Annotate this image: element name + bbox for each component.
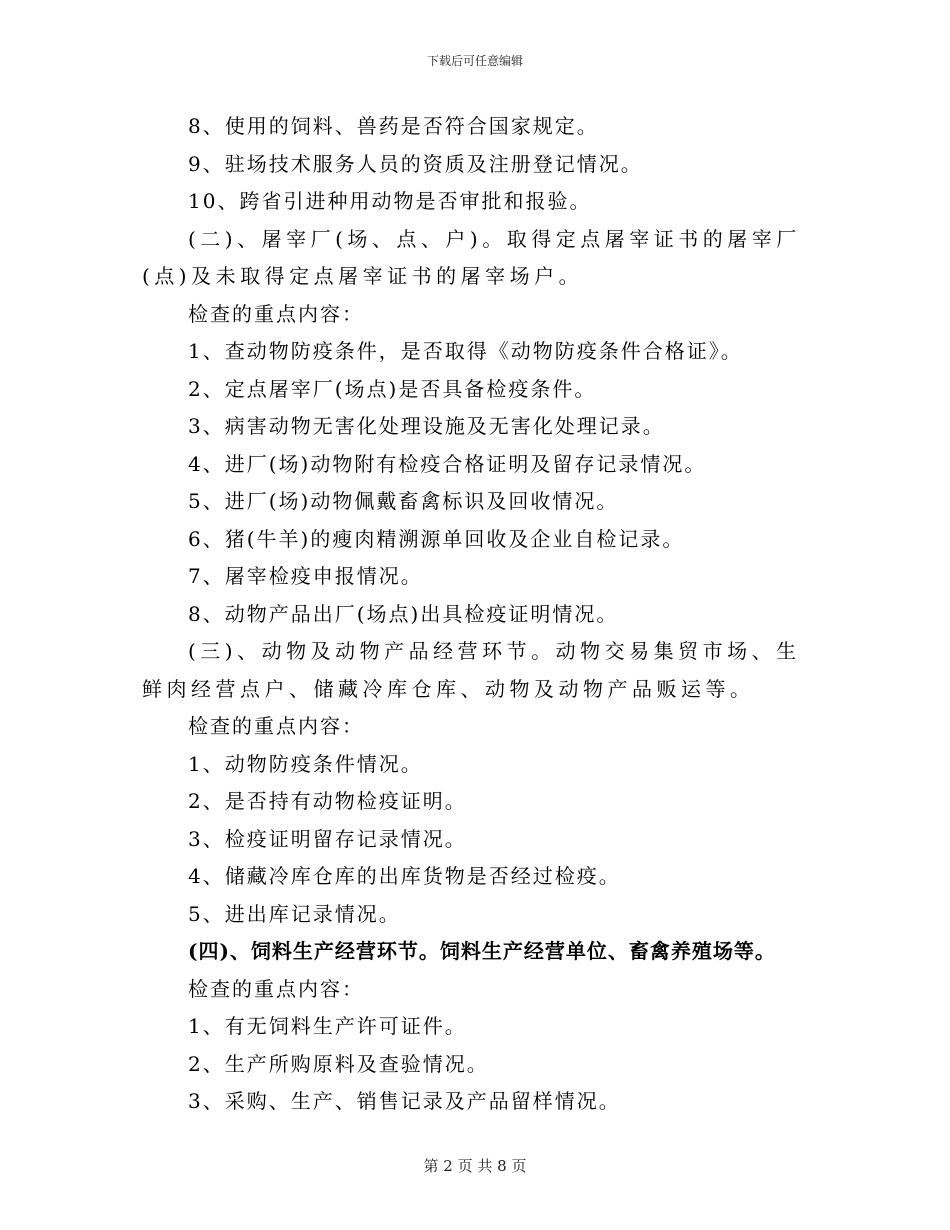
paragraph: 7、屠宰检疫申报情况。: [188, 564, 423, 588]
paragraph: 检查的重点内容：: [188, 976, 364, 1001]
paragraph: 6、猪(牛羊)的瘦肉精溯源单回收及企业自检记录。: [188, 526, 685, 551]
paragraph: 8、使用的饲料、兽药是否符合国家规定。: [188, 114, 599, 138]
paragraph: 1、查动物防疫条件，是否取得《动物防疫条件合格证》。: [188, 339, 743, 363]
paragraph: 检查的重点内容：: [188, 301, 364, 326]
paragraph: 3、病害动物无害化处理设施及无害化处理记录。: [188, 414, 665, 438]
paragraph: 10、跨省引进种用动物是否审批和报验。: [188, 189, 592, 213]
paragraph: 1、动物防疫条件情况。: [188, 751, 423, 776]
paragraph: 5、进出库记录情况。: [188, 901, 401, 926]
paragraph: 2、生产所购原料及查验情况。: [188, 1051, 489, 1076]
paragraph: 3、检疫证明留存记录情况。: [188, 826, 467, 851]
paragraph: 2、是否持有动物检疫证明。: [188, 789, 467, 813]
paragraph: 9、驻场技术服务人员的资质及注册登记情况。: [188, 151, 643, 176]
paragraph: 2、定点屠宰厂(场点)是否具备检疫条件。: [188, 376, 597, 401]
section-heading-2: (二)、屠宰厂(场、点、户)。取得定点屠宰证书的屠宰厂(点)及未取得定点屠宰证书的屠宰场户。: [142, 226, 801, 288]
section-heading-3: (三)、动物及动物产品经营环节。动物交易集贸市场、生鲜肉经营点户、储藏冷库仓库、动物及动物产品贩运等。: [142, 639, 801, 701]
page-footer: 第 2 页 共 8 页: [423, 1157, 527, 1175]
section-heading-4: (四)、饲料生产经营环节。饲料生产经营单位、畜禽养殖场等。: [188, 939, 776, 963]
page-header: 下载后可任意编辑: [426, 54, 523, 68]
paragraph: 1、有无饲料生产许可证件。: [188, 1014, 467, 1038]
paragraph: 3、采购、生产、销售记录及产品留样情况。: [188, 1089, 621, 1113]
paragraph: 4、储藏冷库仓库的出库货物是否经过检疫。: [188, 864, 621, 888]
paragraph: 8、动物产品出厂(场点)出具检疫证明情况。: [188, 601, 619, 626]
document-body: [142, 108, 810, 1121]
paragraph: 4、进厂(场)动物附有检疫合格证明及留存记录情况。: [188, 451, 707, 476]
paragraph: 5、进厂(场)动物佩戴畜禽标识及回收情况。: [188, 489, 619, 513]
paragraph: 检查的重点内容：: [188, 714, 364, 738]
